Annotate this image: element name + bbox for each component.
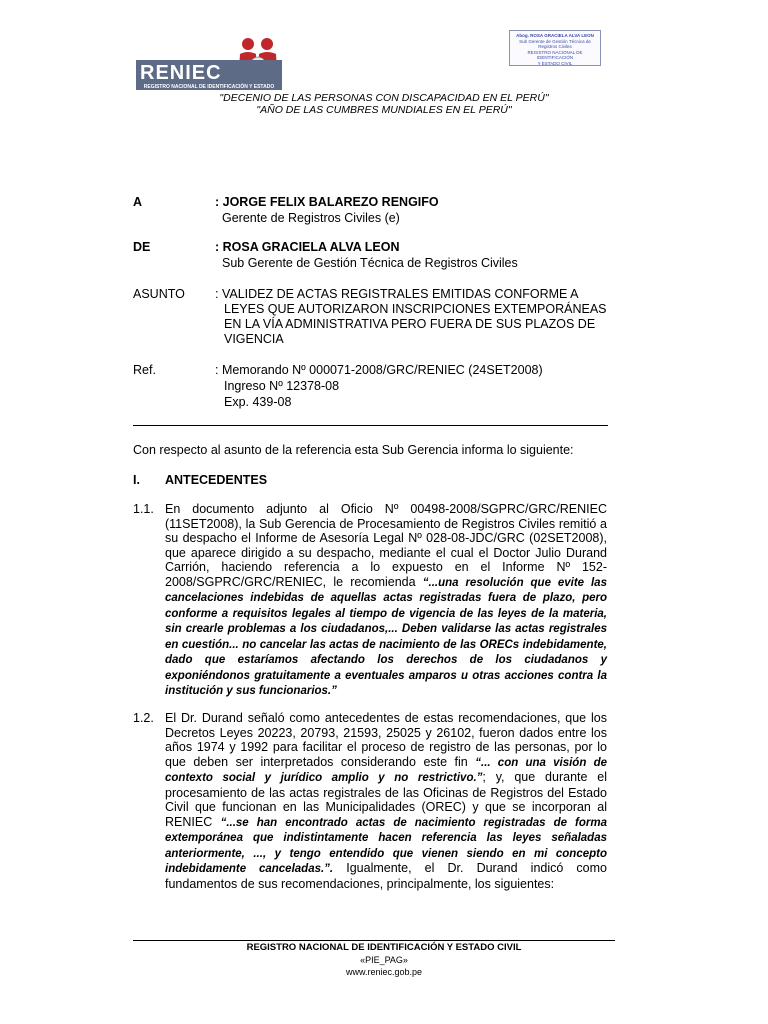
paragraph-2-quote-b: “...se han encontrado actas de nacimiento registradas de forma extemporánea que indistintamente hacen referencia las leyes señaladas anteriormente, ..., y tengo entendido que vienen siendo en mi concepto indebidamente canceladas.”. <box>165 816 607 875</box>
logo-text: RENIEC <box>140 62 222 84</box>
stamp-line-3: Registros Civiles <box>538 44 572 49</box>
motto-line-1: "DECENIO DE LAS PERSONAS CON DISCAPACIDAD EN EL PERÚ" <box>219 92 549 104</box>
paragraph-2 <box>165 711 607 891</box>
subject-line-3: EN LA VÍA ADMINISTRATIVA PERO FUERA DE SUS PLAZOS DE <box>224 317 596 331</box>
subject-line-4: VIGENCIA <box>224 332 284 346</box>
paragraph-1 <box>165 502 607 699</box>
stamp-line-5: Y ESTADO CIVIL <box>537 60 573 66</box>
footer-website-link[interactable]: www.reniec.gob.pe <box>345 967 423 977</box>
footer-page-field: «PIE_PAG» <box>360 955 408 965</box>
to-label: A <box>133 195 143 209</box>
paragraph-2-text-c: Igualmente, el Dr. Durand indicó como fundamentos de sus recomendaciones, principalmente, los siguientes: <box>165 861 607 891</box>
paragraph-2-text-b: ; y, que durante el procesamiento de las actas registrales de las Oficinas de Registros del Estado Civil que funcionan en las Municipalidades (OREC) y que se incorporan al RENIEC <box>165 770 608 829</box>
stamp-line-1: Abog. ROSA GRACIELA ALVA LEON <box>516 33 594 38</box>
logo-subtitle: REGISTRO NACIONAL DE IDENTIFICACIÓN Y ESTADO CIVIL <box>143 84 275 96</box>
paragraph-1-quote: “...una resolución que evite las cancelaciones indebidas de aquellas actas registradas fuera de plazo, pero conforme a requisitos legales al tiempo de vigencia de las leyes de la materia, sin crearle problemas a los ciudadanos,... Deben validarse las actas registrales en cuestión... no cancelar las actas de nacimiento de las ORECs indebidamente, dado que estaríamos afectando los derechos de los ciudadanos y exponiéndonos gratuitamente a eventuales amparos u otras acciones contra la institución y sus funcionarios.” <box>165 576 607 697</box>
subject-line-1: : VALIDEZ DE ACTAS REGISTRALES EMITIDAS CONFORME A <box>215 287 579 301</box>
section-number: I. <box>133 473 140 487</box>
to-name: : JORGE FELIX BALAREZO RENGIFO <box>215 195 439 209</box>
intro-text: Con respecto al asunto de la referencia esta Sub Gerencia informa lo siguiente: <box>133 443 574 457</box>
paragraph-1-text: En documento adjunto al Oficio Nº 00498-2008/SGPRC/GRC/RENIEC (11SET2008), la Sub Gerencia de Procesamiento de Registros Civiles remitió a su despacho el Informe de Asesoría Legal Nº 028-08-JDC/GRC (02SET2008), que aparece dirigido a su despacho, mediante el cual el Doctor Julio Durand Carrión, haciendo referencia a lo expuesto en el Informe Nº 152-2008/SGPRC/GRC/RENIEC, le recomienda <box>165 502 607 589</box>
signature-stamp <box>509 30 601 66</box>
stamp-line-2: Sub Gerente de Gestión Técnica de <box>519 38 591 44</box>
paragraph-1-number: 1.1. <box>133 502 154 516</box>
ref-line-3: Exp. 439-08 <box>224 395 292 409</box>
paragraph-2-quote-a: “... con una visión de contexto social y jurídico amplio y no restrictivo.” <box>165 756 607 784</box>
footer-title: REGISTRO NACIONAL DE IDENTIFICACIÓN Y ESTADO CIVIL <box>246 942 522 953</box>
stamp-line-4: REGISTRO NACIONAL DE IDENTIFICACIÓN <box>527 49 583 60</box>
ref-line-2: Ingreso Nº 12378-08 <box>224 379 340 393</box>
footer-divider <box>133 940 615 941</box>
subject-line-2: LEYES QUE AUTORIZARON INSCRIPCIONES EXTEMPORÁNEAS <box>224 302 607 316</box>
from-label: DE <box>133 240 151 254</box>
paragraph-2-number: 1.2. <box>133 711 154 725</box>
header-divider <box>133 425 608 426</box>
subject-label: ASUNTO <box>133 287 185 301</box>
motto-line-2: "AÑO DE LAS CUMBRES MUNDIALES EN EL PERÚ" <box>256 104 512 116</box>
ref-line-1: : Memorando Nº 000071-2008/GRC/RENIEC (24SET2008) <box>215 363 543 377</box>
section-title: ANTECEDENTES <box>165 473 268 487</box>
reniec-logo <box>136 36 282 94</box>
ref-label: Ref. <box>133 363 156 377</box>
from-role: Sub Gerente de Gestión Técnica de Registros Civiles <box>222 256 518 270</box>
paragraph-2-text-a: El Dr. Durand señaló como antecedentes de estas recomendaciones, que los Decretos Leyes 20223, 20793, 21593, 25025 y 26102, fueron dados entre los años 1974 y 1992 para facilitar el proceso de registro de las personas, por lo que deben ser interpretados considerando este fin <box>165 711 607 769</box>
from-name: : ROSA GRACIELA ALVA LEON <box>215 240 400 254</box>
to-role: Gerente de Registros Civiles (e) <box>222 211 400 225</box>
